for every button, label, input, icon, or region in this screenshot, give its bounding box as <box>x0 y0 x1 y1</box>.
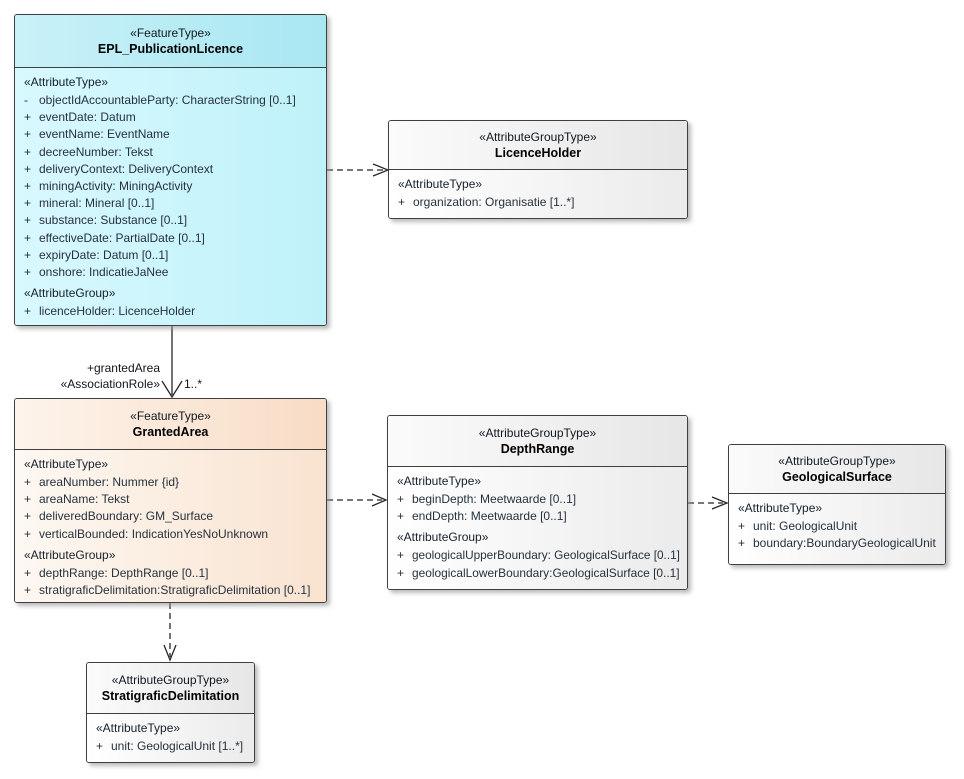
section-heading: «AttributeGroup» <box>397 530 489 545</box>
visibility-marker: + <box>24 492 32 507</box>
visibility-marker: + <box>24 583 32 598</box>
association-multiplicity-label: 1..* <box>184 377 203 391</box>
visibility-marker: + <box>96 739 104 753</box>
visibility-marker: + <box>24 509 32 524</box>
class-epl-publicationlicence[interactable] <box>14 14 327 326</box>
attribute-row <box>15 565 322 582</box>
dependency-depthrange-geologicalsurface[interactable] <box>688 497 727 509</box>
section-heading: «AttributeType» <box>24 75 109 89</box>
visibility-marker: + <box>24 526 32 541</box>
attribute-text: licenceHolder: LicenceHolder <box>39 304 196 319</box>
class-attribute-compartment <box>388 467 687 589</box>
visibility-marker: + <box>24 247 32 262</box>
association-epl-grantedarea[interactable] <box>162 326 182 397</box>
attribute-row <box>388 491 683 508</box>
attribute-row <box>15 161 322 178</box>
attribute-text: unit: GeologicalUnit <box>753 519 858 533</box>
attribute-text: mineral: Mineral [0..1] <box>39 196 155 211</box>
class-licenceholder[interactable] <box>388 120 688 219</box>
attribute-text: eventName: EventName <box>39 127 170 142</box>
attribute-text: verticalBounded: IndicationYesNoUnknown <box>39 526 269 541</box>
class-stereotype: «FeatureType» <box>130 408 211 423</box>
visibility-marker: + <box>24 144 32 159</box>
attribute-row <box>15 178 322 195</box>
class-attribute-compartment <box>389 170 687 218</box>
attribute-row <box>15 491 322 508</box>
attribute-row <box>15 508 322 525</box>
attribute-text: objectIdAccountableParty: CharacterString [0..1] <box>39 93 296 107</box>
visibility-marker: - <box>24 93 28 107</box>
attribute-text: eventDate: Datum <box>39 110 136 125</box>
association-role-label: +grantedArea <box>86 361 160 375</box>
attribute-text: substance: Substance [0..1] <box>39 213 188 228</box>
attribute-row <box>388 508 683 525</box>
section-heading: «AttributeGroup» <box>24 286 116 301</box>
class-stereotype: «AttributeGroupType» <box>778 453 896 468</box>
visibility-marker: + <box>397 509 405 524</box>
attribute-text: areaNumber: Nummer {id} <box>39 475 180 489</box>
class-stereotype: «AttributeGroupType» <box>479 129 597 144</box>
attribute-row <box>15 144 322 161</box>
class-attribute-compartment <box>15 68 326 325</box>
attribute-text: geologicalLowerBoundary:GeologicalSurface [0..1] <box>412 565 680 580</box>
attribute-text: boundary:BoundaryGeologicalUnit <box>753 536 936 551</box>
class-stereotype: «AttributeGroupType» <box>111 672 230 687</box>
section-heading: «AttributeType» <box>397 474 482 488</box>
attribute-text: depthRange: DepthRange [0..1] <box>39 565 209 580</box>
class-geologicalsurface[interactable] <box>728 444 946 565</box>
visibility-marker: + <box>24 265 32 280</box>
visibility-marker: + <box>24 213 32 228</box>
attribute-text: decreeNumber: Tekst <box>39 144 153 159</box>
visibility-marker: + <box>397 565 405 580</box>
attribute-text: deliveryContext: DeliveryContext <box>39 161 214 176</box>
class-header <box>87 663 254 714</box>
attribute-row <box>15 212 322 229</box>
attribute-row <box>15 303 322 320</box>
class-header <box>389 121 687 170</box>
attribute-row <box>15 126 322 143</box>
class-header <box>729 445 945 494</box>
class-stereotype: «FeatureType» <box>130 25 211 40</box>
association-stereotype-label: «AssociationRole» <box>60 377 160 391</box>
visibility-marker: + <box>24 161 32 176</box>
section-heading: «AttributeGroup» <box>24 547 116 562</box>
attribute-row <box>15 247 322 264</box>
class-depthrange[interactable] <box>387 415 688 590</box>
attribute-text: deliveredBoundary: GM_Surface <box>39 509 214 524</box>
class-header <box>15 399 326 450</box>
section-heading: «AttributeType» <box>398 177 483 191</box>
visibility-marker: + <box>24 475 32 489</box>
class-header <box>15 15 326 68</box>
class-name: LicenceHolder <box>494 145 582 160</box>
class-stereotype: «AttributeGroupType» <box>478 425 597 440</box>
class-attribute-compartment <box>15 450 326 602</box>
attribute-row <box>15 474 322 491</box>
class-header <box>388 416 687 467</box>
visibility-marker: + <box>24 110 32 125</box>
attribute-row <box>87 738 250 755</box>
attribute-text: geologicalUpperBoundary: GeologicalSurface [0..1] <box>412 548 680 563</box>
visibility-marker: + <box>24 304 32 319</box>
class-grantedarea[interactable] <box>14 398 327 603</box>
attribute-text: beginDepth: Meetwaarde [0..1] <box>412 492 577 506</box>
attribute-row <box>388 547 683 564</box>
visibility-marker: + <box>397 492 405 506</box>
attribute-text: unit: GeologicalUnit [1..*] <box>111 739 244 753</box>
dependency-grantedarea-depthrange[interactable] <box>327 494 386 506</box>
class-attribute-compartment <box>87 714 254 762</box>
attribute-text: miningActivity: MiningActivity <box>39 179 193 194</box>
attribute-row <box>389 194 683 211</box>
attribute-row <box>388 565 683 582</box>
attribute-text: organization: Organisatie [1..*] <box>413 195 575 209</box>
visibility-marker: + <box>24 196 32 211</box>
visibility-marker: + <box>398 195 406 209</box>
visibility-marker: + <box>24 179 32 194</box>
attribute-text: expiryDate: Datum [0..1] <box>39 247 169 262</box>
attribute-row <box>15 92 322 109</box>
visibility-marker: + <box>738 519 746 533</box>
attribute-row <box>729 535 941 552</box>
attribute-row <box>15 526 322 543</box>
attribute-text: areaName: Tekst <box>39 492 130 507</box>
visibility-marker: + <box>24 230 32 245</box>
class-name: EPL_PublicationLicence <box>97 41 244 56</box>
class-attribute-compartment <box>729 494 945 564</box>
section-heading: «AttributeType» <box>24 457 109 471</box>
attribute-row <box>15 264 322 281</box>
visibility-marker: + <box>24 565 32 580</box>
visibility-marker: + <box>24 127 32 142</box>
dependency-grantedarea-stratigrafic[interactable] <box>164 603 176 660</box>
attribute-row <box>15 582 322 599</box>
attribute-text: stratigraficDelimitation:StratigraficDelimitation [0..1] <box>39 583 311 598</box>
attribute-row <box>729 518 941 535</box>
attribute-row <box>15 195 322 212</box>
attribute-row <box>15 230 322 247</box>
attribute-text: effectiveDate: PartialDate [0..1] <box>39 230 205 245</box>
visibility-marker: + <box>738 536 746 551</box>
class-name: GeologicalSurface <box>782 469 892 484</box>
class-name: DepthRange <box>500 441 575 456</box>
section-heading: «AttributeType» <box>96 721 181 735</box>
attribute-row <box>15 109 322 126</box>
dependency-epl-licenceholder[interactable] <box>327 164 388 176</box>
visibility-marker: + <box>397 548 405 563</box>
class-name: GrantedArea <box>132 424 209 439</box>
class-stratigraficdelimitation[interactable] <box>86 662 255 763</box>
section-heading: «AttributeType» <box>738 501 823 515</box>
class-name: StratigraficDelimitation <box>101 688 240 703</box>
attribute-text: onshore: IndicatieJaNee <box>39 265 169 280</box>
attribute-text: endDepth: Meetwaarde [0..1] <box>412 509 567 524</box>
